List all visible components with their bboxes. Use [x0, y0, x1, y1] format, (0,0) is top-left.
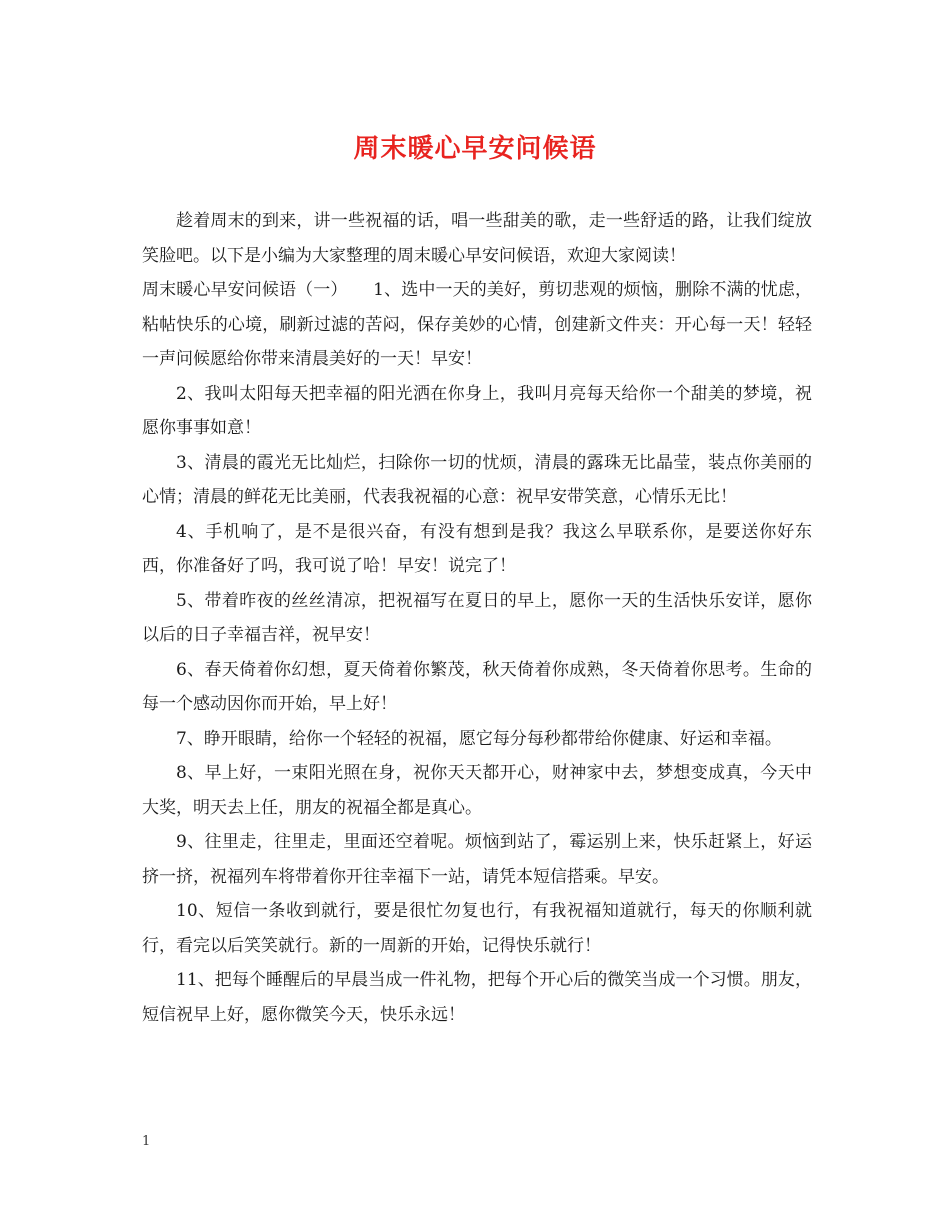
- greeting-item-8: 8、早上好，一束阳光照在身，祝你天天都开心，财神家中去，梦想变成真，今天中大奖，明天去上任，朋友的祝福全都是真心。: [142, 763, 812, 818]
- greeting-item-3: 3、清晨的霞光无比灿烂，扫除你一切的忧烦，清晨的露珠无比晶莹，装点你美丽的心情；清晨的鲜花无比美丽，代表我祝福的心意：祝早安带笑意，心情乐无比！: [142, 452, 812, 507]
- section-heading-paragraph: 周末暖心早安问候语（一） 1、选中一天的美好，剪切悲观的烦恼，删除不满的忧虑，粘帖快乐的心境，刷新过滤的苦闷，保存美妙的心情，创建新文件夹：开心每一天！轻轻一声问候愿给你带来清晨美好的一天！早安！: [142, 280, 812, 369]
- greeting-item-10: 10、短信一条收到就行，要是很忙勿复也行，有我祝福知道就行，每天的你顺利就行，看完以后笑笑就行。新的一周新的开始，记得快乐就行！: [142, 901, 812, 956]
- greeting-item-9: 9、往里走，往里走，里面还空着呢。烦恼到站了，霉运别上来，快乐赶紧上，好运挤一挤，祝福列车将带着你开往幸福下一站，请凭本短信搭乘。早安。: [142, 832, 812, 887]
- intro-paragraph: 趁着周末的到来，讲一些祝福的话，唱一些甜美的歌，走一些舒适的路，让我们绽放笑脸吧。以下是小编为大家整理的周末暖心早安问候语，欢迎大家阅读！: [142, 211, 812, 266]
- greeting-item-4: 4、手机响了，是不是很兴奋，有没有想到是我？我这么早联系你，是要送你好东西，你准备好了吗，我可说了哈！早安！说完了！: [142, 521, 812, 576]
- document-title: 周末暖心早安问候语: [353, 134, 597, 164]
- page-number: 1: [142, 1134, 151, 1149]
- greeting-item-5: 5、带着昨夜的丝丝清凉，把祝福写在夏日的早上，愿你一天的生活快乐安详，愿你以后的日子幸福吉祥，祝早安！: [142, 590, 812, 645]
- greeting-item-2: 2、我叫太阳每天把幸福的阳光洒在你身上，我叫月亮每天给你一个甜美的梦境，祝愿你事事如意！: [142, 383, 812, 438]
- greeting-item-7: 7、睁开眼睛，给你一个轻轻的祝福，愿它每分每秒都带给你健康、好运和幸福。: [176, 728, 782, 749]
- greeting-item-6: 6、春天倚着你幻想，夏天倚着你繁茂，秋天倚着你成熟，冬天倚着你思考。生命的每一个感动因你而开始，早上好！: [142, 659, 812, 714]
- document-body: [142, 204, 812, 1032]
- greeting-item-11: 11、把每个睡醒后的早晨当成一件礼物，把每个开心后的微笑当成一个习惯。朋友，短信祝早上好，愿你微笑今天，快乐永远！: [142, 970, 812, 1025]
